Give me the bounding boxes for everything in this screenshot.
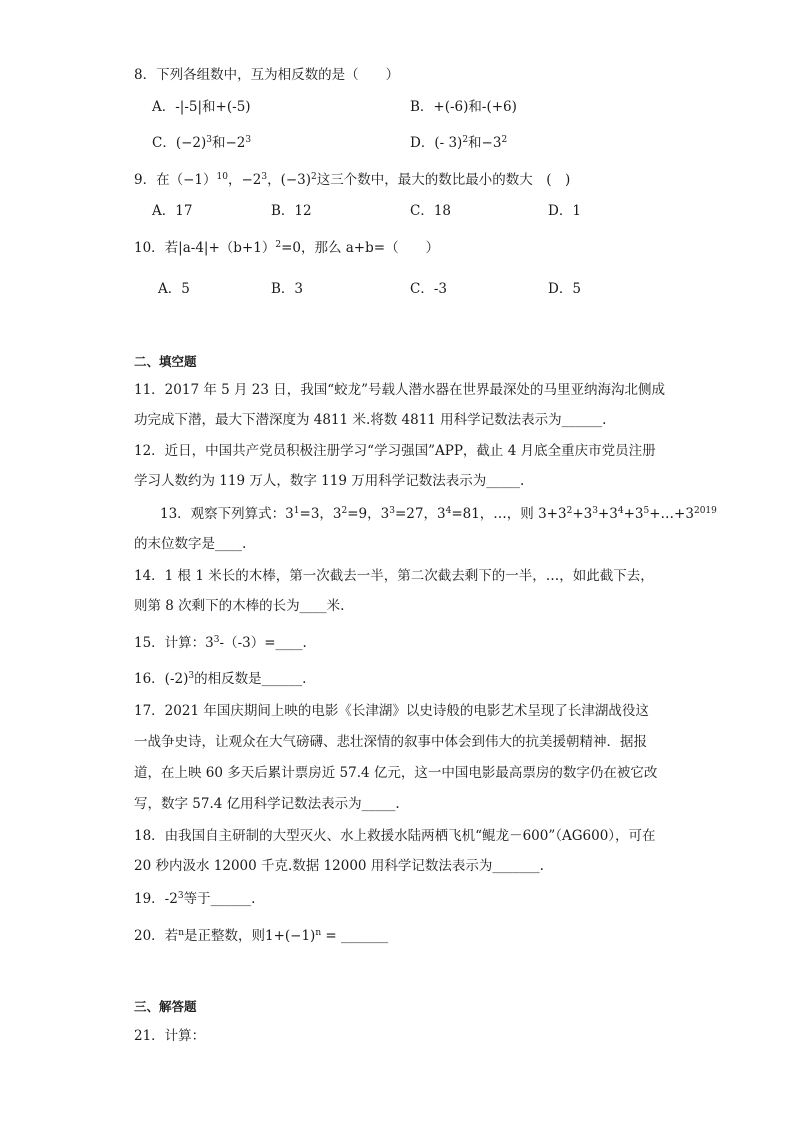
q17-line1: 17．2021 年国庆期间上映的电影《长津湖》以史诗般的电影艺术呈现了长津湖战役这 (134, 703, 649, 719)
q9-option-d: D．1 (548, 203, 581, 219)
q8-option-a: A．-|-5|和+(-5) (152, 99, 251, 115)
section-solve-title: 三、解答题 (134, 999, 197, 1014)
q8-stem: 8．下列各组数中，互为相反数的是（ ） (134, 67, 400, 83)
q14-line2: 则第 8 次剩下的木棒的长为____米. (134, 598, 345, 614)
q21-stem: 21．计算： (134, 1028, 206, 1044)
q9-option-b: B．12 (271, 203, 312, 219)
q11-line2: 功完成下潜，最大下潜深度为 4811 米.将数 4811 用科学记数法表示为______. (134, 412, 607, 428)
q9-option-a: A．17 (152, 203, 193, 219)
q13-line1: 13．观察下列算式：$3^1=3$，$3^2=9$，$3^3=27$，$3^4=81$，…，则 $3+3^2+3^3+3^4+3^5+\dots+3^{2019}$ (160, 506, 717, 522)
q8-option-c: C．$(-2)^3$和$-2^3$ (152, 135, 252, 151)
q17-line3: 道，在上映 60 多天后累计票房近 57.4 亿元，这一中国电影最高票房的数字仍在被它改 (134, 765, 658, 781)
q16: 16．$(-2)^3$的相反数是______. (134, 671, 307, 687)
q18-line2: 20 秒内汲水 12000 千克.数据 12000 用科学记数法表示为_______. (134, 858, 544, 874)
q8-option-b: B．+(-6)和-(+6) (410, 99, 517, 115)
q10-option-b: B．3 (271, 281, 304, 297)
q13-line2: 的末位数字是____. (134, 536, 247, 552)
q12-line2: 学习人数约为 119 万人，数字 119 万用科学记数法表示为_____. (134, 473, 525, 489)
q10-option-c: C．-3 (410, 281, 447, 297)
q10-option-a: A．5 (158, 281, 190, 297)
q20: 20．若$^n$是正整数，则$1+(-1)^n$ = _______ (134, 928, 389, 944)
q18-line1: 18．由我国自主研制的大型灭火、水上救援水陆两栖飞机“鲲龙－600”（AG600），可在 (134, 828, 656, 844)
q14-line1: 14．1 根 1 米长的木棒，第一次截去一半，第二次截去剩下的一半，…，如此截下去， (134, 568, 654, 584)
q15: 15．计算：$3^3-(-3)=\_\_\_\_$. (134, 635, 307, 651)
q17-line4: 写，数字 57.4 亿用科学记数法表示为_____. (134, 796, 400, 812)
q8-option-d: D．(- 3)$^2$和$-3^2$ (410, 135, 508, 151)
q19: 19．$-2^3$等于______. (134, 891, 256, 907)
q9-option-c: C．18 (410, 203, 452, 219)
q12-line1: 12．近日，中国共产党员积极注册学习“学习强国”APP，截止 4 月底全重庆市党员注册 (134, 443, 656, 459)
q10-option-d: D．5 (548, 281, 581, 297)
q10-stem: 10．若$|a-4|+(b+1)^2=0$，那么 a+b=（ ） (134, 240, 440, 256)
q17-line2: 一战争史诗，让观众在大气磅礴、悲壮深情的叙事中体会到伟大的抗美援朝精神．据报 (134, 734, 647, 750)
q11-line1: 11．2017 年 5 月 23 日，我国“蛟龙”号载人潜水器在世界最深处的马里亚纳海沟北侧成 (134, 382, 666, 398)
q9-stem: 9．在$(-1)^{10}$，$-2^3$，$(-3)^2$这三个数中，最大的数比最小的数大 ( ) (134, 172, 571, 188)
section-fill-in-title: 二、填空题 (134, 354, 197, 369)
